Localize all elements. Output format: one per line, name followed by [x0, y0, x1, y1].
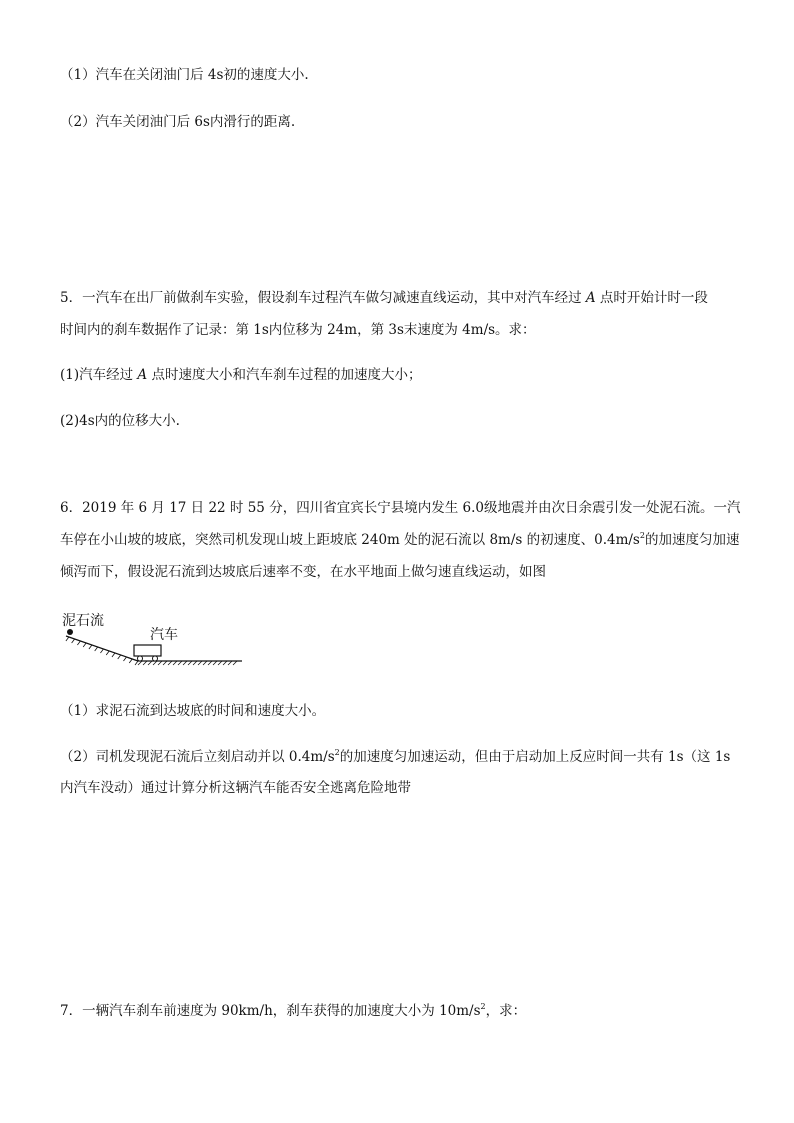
hatch-mark — [112, 653, 115, 657]
q6-sub1: （1）求泥石流到达坡底的时间和速度大小。 — [60, 703, 326, 719]
superscript: 2 — [480, 1002, 486, 1011]
q6-stem-line1: 6．2019 年 6 月 17 日 22 时 55 分，四川省宜宾长宁县境内发生 6.0级地震并由次日余震引发一处泥石流。一汽 — [60, 500, 741, 516]
superscript: 2 — [334, 748, 340, 757]
point-a: A — [137, 367, 148, 383]
label-mudflow: 泥石流 — [62, 613, 104, 629]
q6-text: 车停在小山坡的坡底，突然司机发现山坡上距坡底 240m 处的泥石流以 8m/s 的初速度、0.4m/s — [60, 532, 640, 548]
mudflow-figure — [60, 610, 250, 674]
hatch-mark — [77, 641, 80, 645]
hatch-mark — [83, 643, 86, 647]
q5-text: 5．一汽车在出厂前做刹车实验，假设刹车过程汽车做匀减速直线运动，其中对汽车经过 — [60, 290, 586, 306]
hatch-mark — [95, 647, 98, 651]
hatch-mark — [100, 649, 103, 653]
q5-sub1-text: (1)汽车经过 — [60, 367, 138, 383]
q5-stem-line1 — [60, 289, 708, 307]
hatch-mark — [135, 661, 138, 665]
q5-sub1-text: 点时速度大小和汽车刹车过程的加速度大小； — [147, 367, 422, 383]
q5-sub1 — [60, 366, 421, 384]
superscript: 2 — [639, 531, 645, 540]
q5-sub2: (2)4s内的位移大小. — [60, 413, 180, 429]
car-wheel — [153, 656, 158, 661]
q6-sub2-continued: 内汽车没动）通过计算分析这辆汽车能否安全逃离危险地带 — [60, 780, 411, 796]
q7-text: ，求： — [485, 1003, 527, 1019]
q6-sub2-text: 的加速度匀加速运动，但由于启动加上反应时间一共有 1s（这 1s — [339, 749, 731, 765]
q5-stem-line2: 时间内的刹车数据作了记录：第 1s内位移为 24m，第 3s末速度为 4m/s。求： — [60, 322, 536, 338]
car-body — [134, 645, 161, 656]
point-a: A — [585, 290, 596, 306]
mudflow-ball — [67, 629, 73, 635]
q6-text: 的加速度匀加速 — [644, 532, 740, 548]
q7-text: 7．一辆汽车刹车前速度为 90km/h，刹车获得的加速度大小为 10m/s — [60, 1003, 481, 1019]
q5-text: 点时开始计时一段 — [595, 290, 708, 306]
q6-sub2-text: （2）司机发现泥石流后立刻启动并以 0.4m/s — [60, 749, 335, 765]
q6-stem-line3: 倾泻而下，假设泥石流到达坡底后速率不变，在水平地面上做匀速直线运动，如图 — [60, 564, 546, 580]
label-car: 汽车 — [150, 627, 178, 643]
q4-sub2: （2）汽车关闭油门后 6s内滑行的距离. — [60, 114, 296, 130]
hatch-mark — [106, 651, 109, 655]
q6-sub2 — [60, 748, 730, 766]
hatch-mark — [66, 637, 69, 641]
car-wheel — [138, 656, 143, 661]
hatch-mark — [123, 657, 126, 661]
q6-stem-line2 — [60, 531, 739, 549]
hatch-mark — [89, 645, 92, 649]
hatch-mark — [129, 659, 132, 663]
q7-stem — [60, 1002, 526, 1020]
slope-line — [66, 636, 138, 661]
q4-sub1: （1）汽车在关闭油门后 4s初的速度大小. — [60, 67, 309, 83]
hatch-mark — [118, 655, 121, 659]
hatch-mark — [72, 639, 75, 643]
